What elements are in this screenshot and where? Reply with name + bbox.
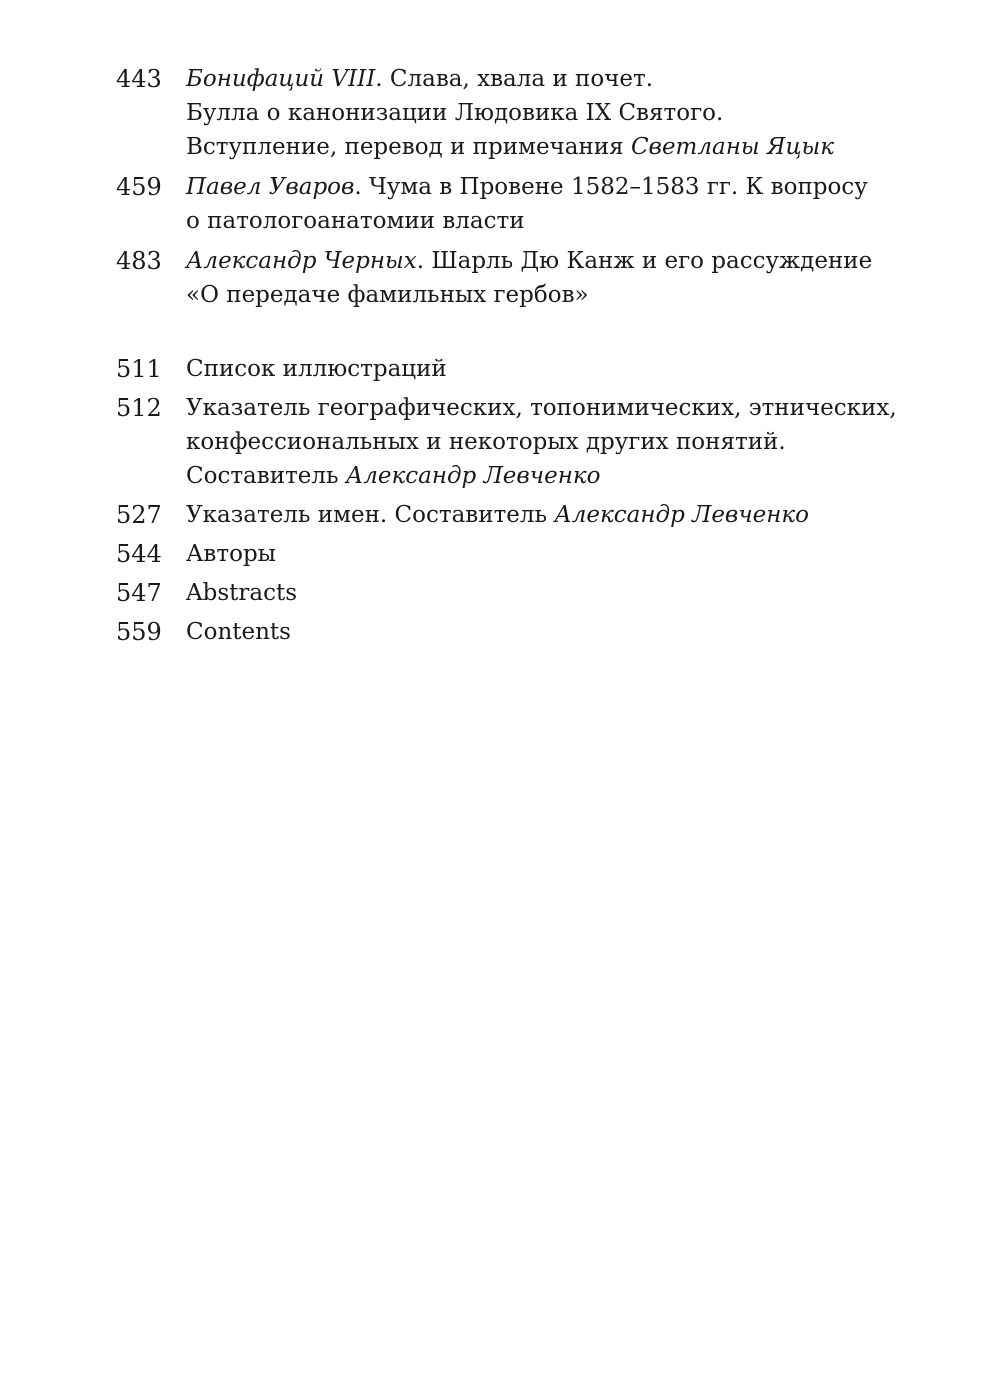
entry-line: конфессиональных и некоторых других понятий. bbox=[186, 429, 786, 455]
toc-entry[interactable] bbox=[116, 391, 916, 493]
toc-entry[interactable] bbox=[116, 170, 916, 238]
entry-text bbox=[186, 391, 916, 493]
entry-text bbox=[186, 170, 916, 238]
page-number: 483 bbox=[116, 247, 162, 275]
title-text: Составитель bbox=[186, 463, 346, 489]
entry-line: Contents bbox=[186, 619, 291, 645]
entry-line: Указатель географических, топонимических, этнических, bbox=[186, 395, 897, 421]
page-number: 547 bbox=[116, 579, 162, 607]
toc-entry[interactable] bbox=[116, 537, 916, 571]
toc-entry[interactable] bbox=[116, 576, 916, 610]
title-text: Указатель имен. Составитель bbox=[186, 502, 555, 528]
toc-entry[interactable] bbox=[116, 498, 916, 532]
entry-line: Список иллюстраций bbox=[186, 356, 447, 382]
entry-text bbox=[186, 498, 916, 532]
entry-line bbox=[186, 62, 916, 96]
entry-line bbox=[186, 244, 916, 278]
entry-line bbox=[186, 498, 916, 532]
compiler-name: Александр Левченко bbox=[554, 502, 809, 528]
entry-line: «О передаче фамильных гербов» bbox=[186, 282, 589, 308]
toc-entry[interactable] bbox=[116, 352, 916, 386]
page-number: 443 bbox=[116, 65, 162, 93]
entry-line bbox=[186, 459, 916, 493]
author-name: Александр Черных bbox=[186, 248, 417, 274]
entry-text bbox=[186, 62, 916, 164]
toc-entry[interactable] bbox=[116, 62, 916, 164]
entry-text bbox=[186, 576, 916, 610]
entry-text bbox=[186, 537, 916, 571]
entry-text bbox=[186, 244, 916, 312]
translator-name: Светланы Яцык bbox=[630, 134, 834, 160]
entry-line: Abstracts bbox=[186, 580, 298, 606]
table-of-contents bbox=[116, 62, 916, 649]
page-number: 511 bbox=[116, 355, 162, 383]
toc-entry[interactable] bbox=[116, 615, 916, 649]
page-number: 512 bbox=[116, 394, 162, 422]
entry-line bbox=[186, 170, 916, 204]
entry-line: Булла о канонизации Людовика IX Святого. bbox=[186, 100, 724, 126]
entry-line: о патологоанатомии власти bbox=[186, 208, 525, 234]
title-text: Вступление, перевод и примечания bbox=[186, 134, 631, 160]
entry-text bbox=[186, 352, 916, 386]
title-text: . Шарль Дю Канж и его рассуждение bbox=[416, 248, 873, 274]
author-name: Павел Уваров bbox=[186, 174, 355, 200]
title-text: . Слава, хвала и почет. bbox=[375, 66, 654, 92]
page-number: 527 bbox=[116, 501, 162, 529]
compiler-name: Александр Левченко bbox=[345, 463, 601, 489]
author-name: Бонифаций VIII bbox=[186, 66, 376, 92]
title-text: . Чума в Провене 1582–1583 гг. К вопросу bbox=[354, 174, 868, 200]
page-number: 459 bbox=[116, 173, 162, 201]
entry-line bbox=[186, 130, 916, 164]
entry-text bbox=[186, 615, 916, 649]
toc-entry[interactable] bbox=[116, 244, 916, 312]
page-number: 544 bbox=[116, 540, 162, 568]
entry-line: Авторы bbox=[186, 541, 276, 567]
page-number: 559 bbox=[116, 618, 162, 646]
